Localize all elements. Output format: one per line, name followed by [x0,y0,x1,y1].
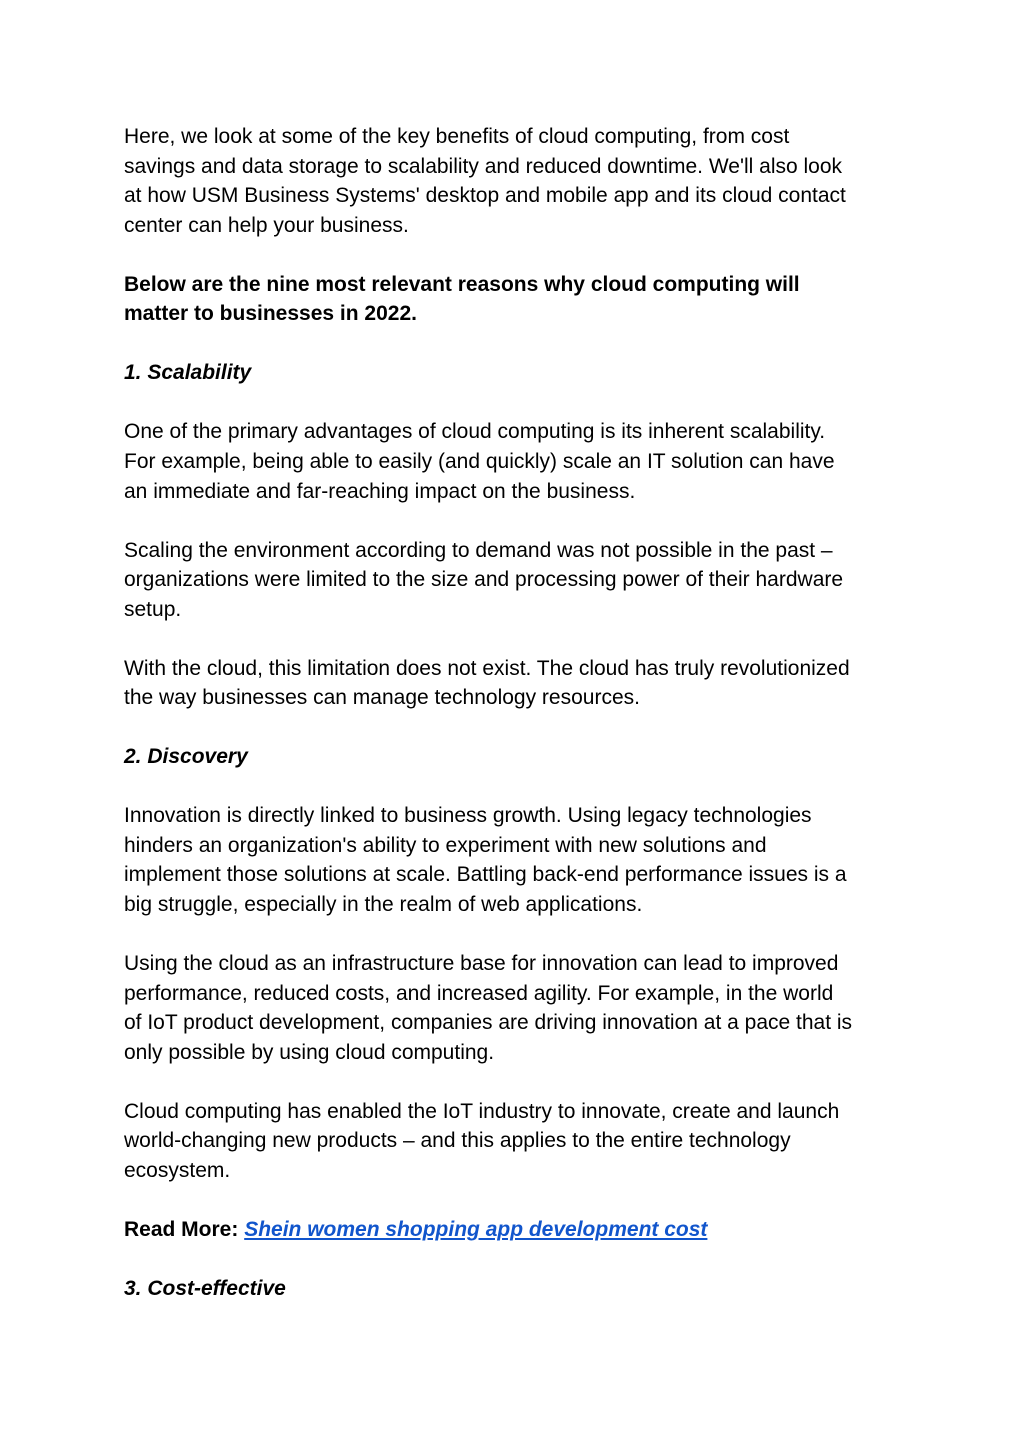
paragraph-line: organizations were limited to the size and processing power of their hardware [124,568,844,592]
lead-line: matter to businesses in 2022. [124,302,417,326]
scalability-paragraph-1 [124,417,914,506]
paragraph-line: One of the primary advantages of cloud computing is its inherent scalability. [124,420,826,444]
paragraph-line: the way businesses can manage technology resources. [124,686,640,710]
scalability-paragraph-3 [124,654,914,713]
discovery-paragraph-3 [124,1097,914,1186]
section-heading-cost-effective: 3. Cost-effective [124,1276,286,1300]
paragraph-line: only possible by using cloud computing. [124,1040,495,1064]
paragraph-line: Using the cloud as an infrastructure base for innovation can lead to improved [124,952,839,975]
read-more-link[interactable]: Shein women shopping app development cost [244,1217,708,1241]
paragraph-line: With the cloud, this limitation does not exist. The cloud has truly revolutionized [124,656,850,680]
paragraph-line: an immediate and far-reaching impact on the business. [124,479,636,503]
discovery-paragraph-1 [124,801,914,919]
intro-line: savings and data storage to scalability and reduced downtime. We'll also look [124,154,843,178]
paragraph-line: big struggle, especially in the realm of web applications. [124,893,643,917]
paragraph-line: hinders an organization's ability to experiment with new solutions and [124,833,767,857]
lead-paragraph [124,270,914,329]
paragraph-line: Scaling the environment according to demand was not possible in the past – [124,538,833,562]
paragraph-line: setup. [124,597,182,621]
intro-paragraph [124,122,914,240]
lead-line: Below are the nine most relevant reasons why cloud computing will [124,272,800,296]
section-heading-discovery: 2. Discovery [124,745,248,769]
paragraph-line: world-changing new products – and this applies to the entire technology [124,1129,791,1153]
section-heading-scalability: 1. Scalability [124,361,252,385]
document-page [124,122,914,1333]
paragraph-line: performance, reduced costs, and increased agility. For example, in the world [124,981,834,1005]
intro-line: Here, we look at some of the key benefits of cloud computing, from cost [124,125,790,148]
read-more [124,1215,914,1245]
read-more-label: Read More: [124,1217,245,1241]
paragraph-line: Innovation is directly linked to business growth. Using legacy technologies [124,804,812,828]
intro-line: center can help your business. [124,213,409,237]
paragraph-line: Cloud computing has enabled the IoT industry to innovate, create and launch [124,1099,840,1123]
paragraph-line: of IoT product development, companies are driving innovation at a pace that is [124,1011,853,1035]
intro-line: at how USM Business Systems' desktop and mobile app and its cloud contact [124,184,846,208]
paragraph-line: ecosystem. [124,1158,231,1182]
paragraph-line: For example, being able to easily (and quickly) scale an IT solution can have [124,449,835,473]
discovery-paragraph-2 [124,949,914,1067]
paragraph-line: implement those solutions at scale. Battling back-end performance issues is a [124,863,847,887]
scalability-paragraph-2 [124,536,914,625]
